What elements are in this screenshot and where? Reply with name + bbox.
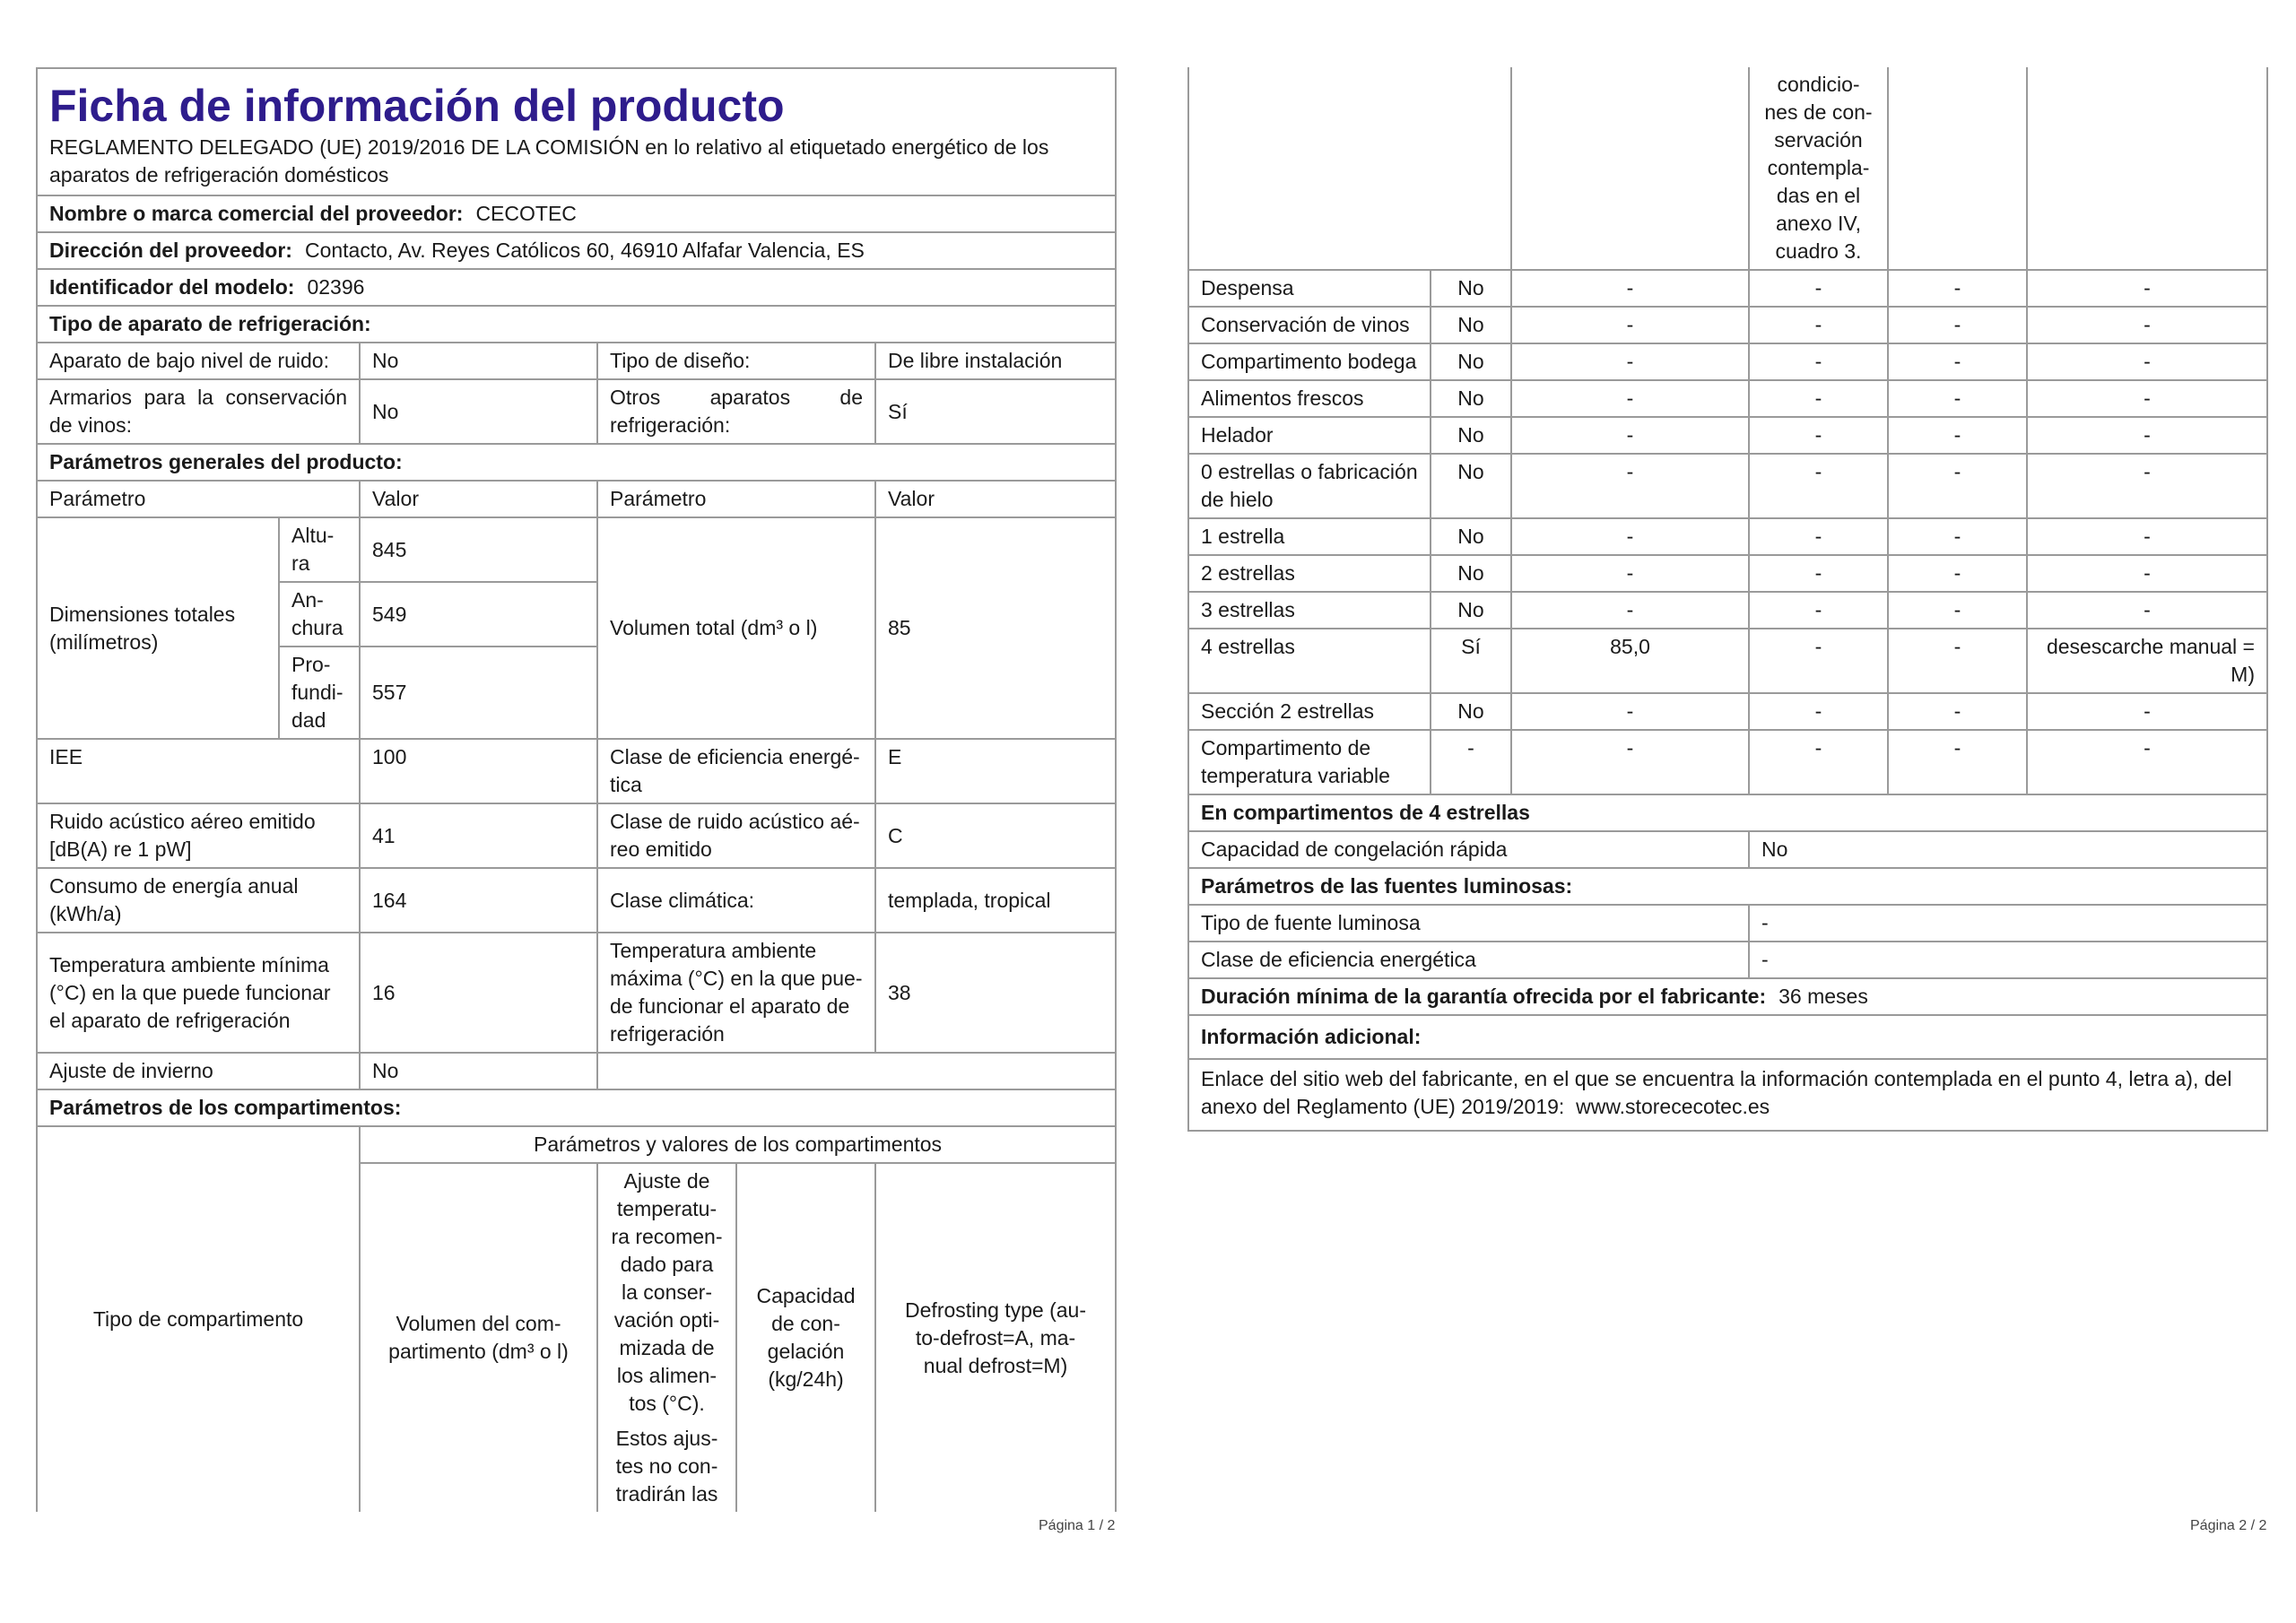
compartment-volume: -	[1511, 555, 1749, 592]
compartment-defrost: -	[2027, 693, 2267, 730]
light-type-value: -	[1749, 905, 2267, 942]
compartment-present: Sí	[1431, 629, 1511, 693]
supplier-address-label: Dirección del proveedor:	[49, 239, 292, 262]
compartment-temp: -	[1749, 730, 1888, 794]
supplier-address-row	[37, 232, 1116, 269]
continued-temp-note: condicio- nes de con- servación contempla- das en el anexo IV, cuadro 3.	[1749, 67, 1888, 270]
compartment-defrost: -	[2027, 307, 2267, 343]
other-label: Otros aparatos de refrigeración:	[597, 379, 875, 444]
compartment-volume: -	[1511, 730, 1749, 794]
compartment-row	[1188, 518, 2267, 555]
continued-empty-2	[1511, 67, 1749, 270]
compartment-freeze: -	[1888, 629, 2027, 693]
compartment-freeze: -	[1888, 592, 2027, 629]
compartment-temp: -	[1749, 380, 1888, 417]
compartment-defrost: -	[2027, 518, 2267, 555]
compartment-temp: -	[1749, 518, 1888, 555]
compartment-volume: 85,0	[1511, 629, 1749, 693]
compartment-freeze: -	[1888, 730, 2027, 794]
page-2	[1187, 67, 2266, 1132]
compartment-present: No	[1431, 417, 1511, 454]
supplier-name-value: CECOTEC	[475, 202, 577, 225]
compartment-name: 4 estrellas	[1188, 629, 1431, 693]
comp-params-header: Parámetros y valores de los compartimentos	[360, 1126, 1116, 1163]
compartment-temp: -	[1749, 629, 1888, 693]
noise-class-label: Clase de ruido acústico aé- reo emitido	[597, 803, 875, 868]
compartment-volume: -	[1511, 270, 1749, 307]
supplier-address-value: Contacto, Av. Reyes Católicos 60, 46910 Alfafar Valencia, ES	[304, 239, 865, 262]
comp-type-header: Tipo de compartimento	[37, 1126, 360, 1512]
continued-empty-1	[1188, 67, 1511, 270]
compartment-temp: -	[1749, 343, 1888, 380]
design-type-label: Tipo de diseño:	[597, 343, 875, 379]
compartment-row	[1188, 417, 2267, 454]
compartment-volume: -	[1511, 693, 1749, 730]
compartment-params-label: Parámetros de los compartimentos:	[37, 1089, 1116, 1126]
compartment-volume: -	[1511, 380, 1749, 417]
continued-empty-4	[2027, 67, 2267, 270]
general-params-label: Parámetros generales del producto:	[37, 444, 1116, 481]
compartment-name: 1 estrella	[1188, 518, 1431, 555]
compartment-defrost: -	[2027, 270, 2267, 307]
compartment-defrost: -	[2027, 592, 2267, 629]
title-cell	[37, 68, 1116, 195]
compartment-temp: -	[1749, 693, 1888, 730]
energy-class-label: Clase de eficiencia energé- tica	[597, 739, 875, 803]
compartment-defrost: -	[2027, 454, 2267, 518]
additional-text: Enlace del sitio web del fabricante, en el que se encuentra la información contemplada en el punto 4, letra a), del anexo del Reglamento (UE) 2019/2019:	[1201, 1067, 2232, 1118]
page-1	[36, 67, 1115, 1512]
noise-label: Ruido acústico aéreo emitido [dB(A) re 1 pW]	[37, 803, 360, 868]
compartment-row	[1188, 693, 2267, 730]
model-value: 02396	[307, 275, 365, 299]
min-temp-label: Temperatura ambiente mínima (°C) en la que puede funcionar el aparato de refrigeración	[37, 933, 360, 1053]
max-temp-value: 38	[875, 933, 1116, 1053]
total-volume-label: Volumen total (dm³ o l)	[597, 517, 875, 739]
param-header-2: Parámetro	[597, 481, 875, 517]
defrost-header: Defrosting type (au- to-defrost=A, ma- nual defrost=M)	[875, 1163, 1116, 1512]
compartment-present: No	[1431, 518, 1511, 555]
compartment-present: No	[1431, 380, 1511, 417]
compartment-temp: -	[1749, 592, 1888, 629]
light-type-label: Tipo de fuente luminosa	[1188, 905, 1749, 942]
four-star-label: En compartimentos de 4 estrellas	[1188, 794, 2267, 831]
quick-freeze-label: Capacidad de congelación rápida	[1188, 831, 1749, 868]
compartment-present: No	[1431, 454, 1511, 518]
light-class-value: -	[1749, 942, 2267, 978]
compartments-table	[1187, 67, 2268, 1132]
other-value: Sí	[875, 379, 1116, 444]
compartment-name: Helador	[1188, 417, 1431, 454]
additional-label: Información adicional:	[1188, 1015, 2267, 1059]
continued-empty-3	[1888, 67, 2027, 270]
width-value: 549	[360, 582, 597, 647]
compartment-temp: -	[1749, 454, 1888, 518]
compartment-freeze: -	[1888, 380, 2027, 417]
supplier-name-row	[37, 195, 1116, 232]
warranty-label: Duración mínima de la garantía ofrecida por el fabricante:	[1201, 985, 1767, 1008]
total-volume-value: 85	[875, 517, 1116, 739]
empty-cell	[597, 1053, 1116, 1089]
noise-class-value: C	[875, 803, 1116, 868]
compartment-present: -	[1431, 730, 1511, 794]
value-header: Valor	[360, 481, 597, 517]
climate-class-label: Clase climática:	[597, 868, 875, 933]
design-type-value: De libre instalación	[875, 343, 1116, 379]
compartment-rows	[1188, 270, 2267, 794]
height-label: Altu- ra	[279, 517, 360, 582]
appliance-type-label: Tipo de aparato de refrigeración:	[37, 306, 1116, 343]
compartment-present: No	[1431, 555, 1511, 592]
compartment-freeze: -	[1888, 270, 2027, 307]
compartment-freeze: -	[1888, 518, 2027, 555]
compartment-name: 2 estrellas	[1188, 555, 1431, 592]
page-number-2: Página 2 / 2	[2190, 1518, 2267, 1533]
annual-energy-label: Consumo de energía anual (kWh/a)	[37, 868, 360, 933]
light-params-label: Parámetros de las fuentes luminosas:	[1188, 868, 2267, 905]
compartment-row	[1188, 629, 2267, 693]
compartment-defrost: desescarche manual = M)	[2027, 629, 2267, 693]
compartment-name: Compartimento de temperatura variable	[1188, 730, 1431, 794]
winter-label: Ajuste de invierno	[37, 1053, 360, 1089]
compartment-present: No	[1431, 270, 1511, 307]
comp-volume-header: Volumen del com- partimento (dm³ o l)	[360, 1163, 597, 1512]
compartment-temp: -	[1749, 307, 1888, 343]
website-link[interactable]: www.storececotec.es	[1576, 1095, 1770, 1118]
temp-setting-header: Ajuste de temperatu- ra recomen- dado para la conser- vación opti- mizada de los alimen- tos (°C). Estos ajus- tes no con- tradirán las	[597, 1163, 736, 1512]
compartment-name: Alimentos frescos	[1188, 380, 1431, 417]
value-header-2: Valor	[875, 481, 1116, 517]
freezing-capacity-header: Capacidad de con- gelación (kg/24h)	[736, 1163, 875, 1512]
compartment-present: No	[1431, 693, 1511, 730]
warranty-value: 36 meses	[1779, 985, 1868, 1008]
wine-value: No	[360, 379, 597, 444]
document-title: Ficha de información del producto	[49, 81, 785, 131]
compartment-present: No	[1431, 592, 1511, 629]
compartment-freeze: -	[1888, 417, 2027, 454]
compartment-row	[1188, 555, 2267, 592]
noise-value: 41	[360, 803, 597, 868]
compartment-name: 0 estrellas o fabricación de hielo	[1188, 454, 1431, 518]
compartment-row	[1188, 454, 2267, 518]
page-number-1: Página 1 / 2	[1039, 1518, 1116, 1533]
compartment-defrost: -	[2027, 343, 2267, 380]
compartment-name: Despensa	[1188, 270, 1431, 307]
compartment-freeze: -	[1888, 693, 2027, 730]
compartment-freeze: -	[1888, 454, 2027, 518]
supplier-name-label: Nombre o marca comercial del proveedor:	[49, 202, 464, 225]
compartment-name: 3 estrellas	[1188, 592, 1431, 629]
eei-value: 100	[360, 739, 597, 803]
model-label: Identificador del modelo:	[49, 275, 295, 299]
additional-row	[1188, 1059, 2267, 1131]
light-class-label: Clase de eficiencia energética	[1188, 942, 1749, 978]
energy-class-value: E	[875, 739, 1116, 803]
compartment-row	[1188, 270, 2267, 307]
compartment-volume: -	[1511, 592, 1749, 629]
quick-freeze-value: No	[1749, 831, 2267, 868]
max-temp-label: Temperatura ambiente máxima (°C) en la que pue- de funcionar el aparato de refrigeración	[597, 933, 875, 1053]
eei-label: IEE	[37, 739, 360, 803]
height-value: 845	[360, 517, 597, 582]
compartment-defrost: -	[2027, 555, 2267, 592]
compartment-name: Sección 2 estrellas	[1188, 693, 1431, 730]
compartment-temp: -	[1749, 270, 1888, 307]
width-label: An- chura	[279, 582, 360, 647]
compartment-name: Conservación de vinos	[1188, 307, 1431, 343]
compartment-volume: -	[1511, 518, 1749, 555]
compartment-row	[1188, 307, 2267, 343]
compartment-freeze: -	[1888, 555, 2027, 592]
winter-value: No	[360, 1053, 597, 1089]
low-noise-value: No	[360, 343, 597, 379]
regulation-text: REGLAMENTO DELEGADO (UE) 2019/2016 DE LA COMISIÓN en lo relativo al etiquetado energético de los aparatos de refrigeración domésticos	[49, 135, 1049, 187]
climate-class-value: templada, tropical	[875, 868, 1116, 933]
wine-label: Armarios para la conservación de vinos:	[37, 379, 360, 444]
warranty-row	[1188, 978, 2267, 1015]
compartment-defrost: -	[2027, 730, 2267, 794]
compartment-row	[1188, 730, 2267, 794]
compartment-defrost: -	[2027, 380, 2267, 417]
compartment-volume: -	[1511, 454, 1749, 518]
compartment-present: No	[1431, 307, 1511, 343]
low-noise-label: Aparato de bajo nivel de ruido:	[37, 343, 360, 379]
compartment-temp: -	[1749, 555, 1888, 592]
compartment-row	[1188, 380, 2267, 417]
model-row	[37, 269, 1116, 306]
compartment-volume: -	[1511, 417, 1749, 454]
compartment-row	[1188, 343, 2267, 380]
dimensions-label: Dimensiones totales (milímetros)	[37, 517, 279, 739]
product-info-table	[36, 67, 1117, 1512]
compartment-volume: -	[1511, 343, 1749, 380]
min-temp-value: 16	[360, 933, 597, 1053]
compartment-freeze: -	[1888, 343, 2027, 380]
compartment-present: No	[1431, 343, 1511, 380]
compartment-temp: -	[1749, 417, 1888, 454]
compartment-freeze: -	[1888, 307, 2027, 343]
depth-value: 557	[360, 647, 597, 739]
compartment-name: Compartimento bodega	[1188, 343, 1431, 380]
depth-label: Pro- fundi- dad	[279, 647, 360, 739]
compartment-volume: -	[1511, 307, 1749, 343]
compartment-defrost: -	[2027, 417, 2267, 454]
annual-energy-value: 164	[360, 868, 597, 933]
compartment-row	[1188, 592, 2267, 629]
param-header: Parámetro	[37, 481, 360, 517]
